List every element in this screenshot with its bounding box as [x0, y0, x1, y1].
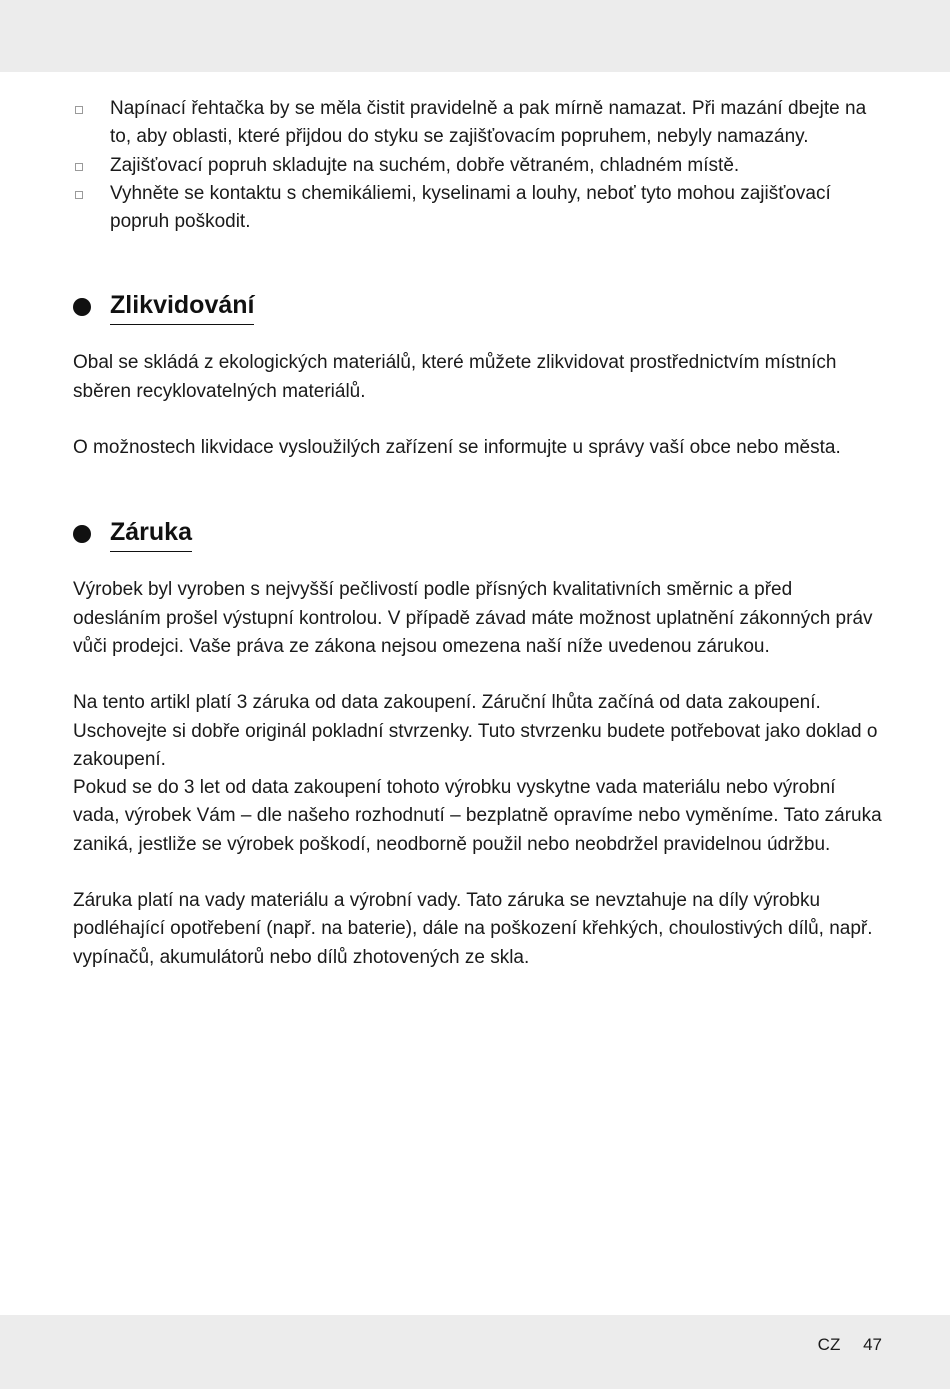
warranty-heading: [73, 514, 883, 554]
disposal-paragraph-1: Obal se skládá z ekologických materiálů, které můžete zlikvidovat prostřednictvím místních sběren recyklovatelných materiálů.: [73, 352, 837, 402]
care-bullet-list: [73, 95, 883, 236]
bottom-band: [0, 1315, 950, 1389]
checkbox-bullet-icon: [75, 191, 83, 199]
language-code: CZ: [817, 1335, 841, 1354]
section-title: Zlikvidování: [110, 290, 254, 325]
checkbox-bullet-icon: [75, 163, 83, 171]
list-item: [73, 180, 883, 237]
bullet-dot-icon: [73, 525, 91, 543]
page-footer: [818, 1335, 882, 1355]
warranty-paragraph-2: Na tento artikl platí 3 záruka od data zakoupení. Záruční lhůta začíná od data zakoupení. Uschovejte si dobře originál pokladní stvrzenky. Tuto stvrzenku budete potřebovat jako doklad o zakoupení.: [73, 692, 878, 770]
disposal-heading: [73, 287, 883, 327]
page-number: 47: [863, 1335, 882, 1354]
list-item: [73, 95, 883, 152]
top-band: [0, 0, 950, 72]
bullet-text: Zajišťovací popruh skladujte na suchém, dobře větraném, chladném místě.: [110, 154, 740, 176]
disposal-paragraph-2: O možnostech likvidace vysloužilých zařízení se informujte u správy vaší obce nebo města.: [73, 437, 841, 459]
bullet-text: Napínací řehtačka by se měla čistit pravidelně a pak mírně namazat. Při mazání dbejte na to, aby oblasti, které přijdou do styku se zajišťovacím popruhem, nebyly namazány.: [110, 98, 867, 148]
bullet-dot-icon: [73, 298, 91, 316]
page-content: [73, 95, 883, 972]
bullet-text: Vyhněte se kontaktu s chemikáliemi, kyselinami a louhy, neboť tyto mohou zajišťovací popruh poškodit.: [110, 182, 831, 233]
list-item: [73, 152, 883, 180]
checkbox-bullet-icon: [75, 106, 83, 114]
warranty-paragraph-4: Záruka platí na vady materiálu a výrobní vady. Tato záruka se nevztahuje na díly výrobku podléhající opotřebení (např. na baterie), dále na poškození křehkých, choulostivých dílů, např. vypínačů, akumulátorů nebo dílů zhotovených ze skla.: [73, 890, 873, 968]
warranty-paragraph-3: Pokud se do 3 let od data zakoupení tohoto výrobku vyskytne vada materiálu nebo výrobní vada, výrobek Vám – dle našeho rozhodnutí – bezplatně opravíme nebo vyměníme. Tato záruka zaniká, jestliže se výrobek poškodí, neodborně použil nebo neobdržel pravidelnou údržbu.: [73, 777, 882, 855]
section-title: Záruka: [110, 517, 192, 552]
warranty-paragraph-1: Výrobek byl vyroben s nejvyšší pečlivostí podle přísných kvalitativních směrnic a před odesláním prošel výstupní kontrolou. V případě závad máte možnost uplatnění zákonných práv vůči prodejci. Vaše práva ze zákona nejsou omezena naší níže uvedenou zárukou.: [73, 579, 873, 657]
